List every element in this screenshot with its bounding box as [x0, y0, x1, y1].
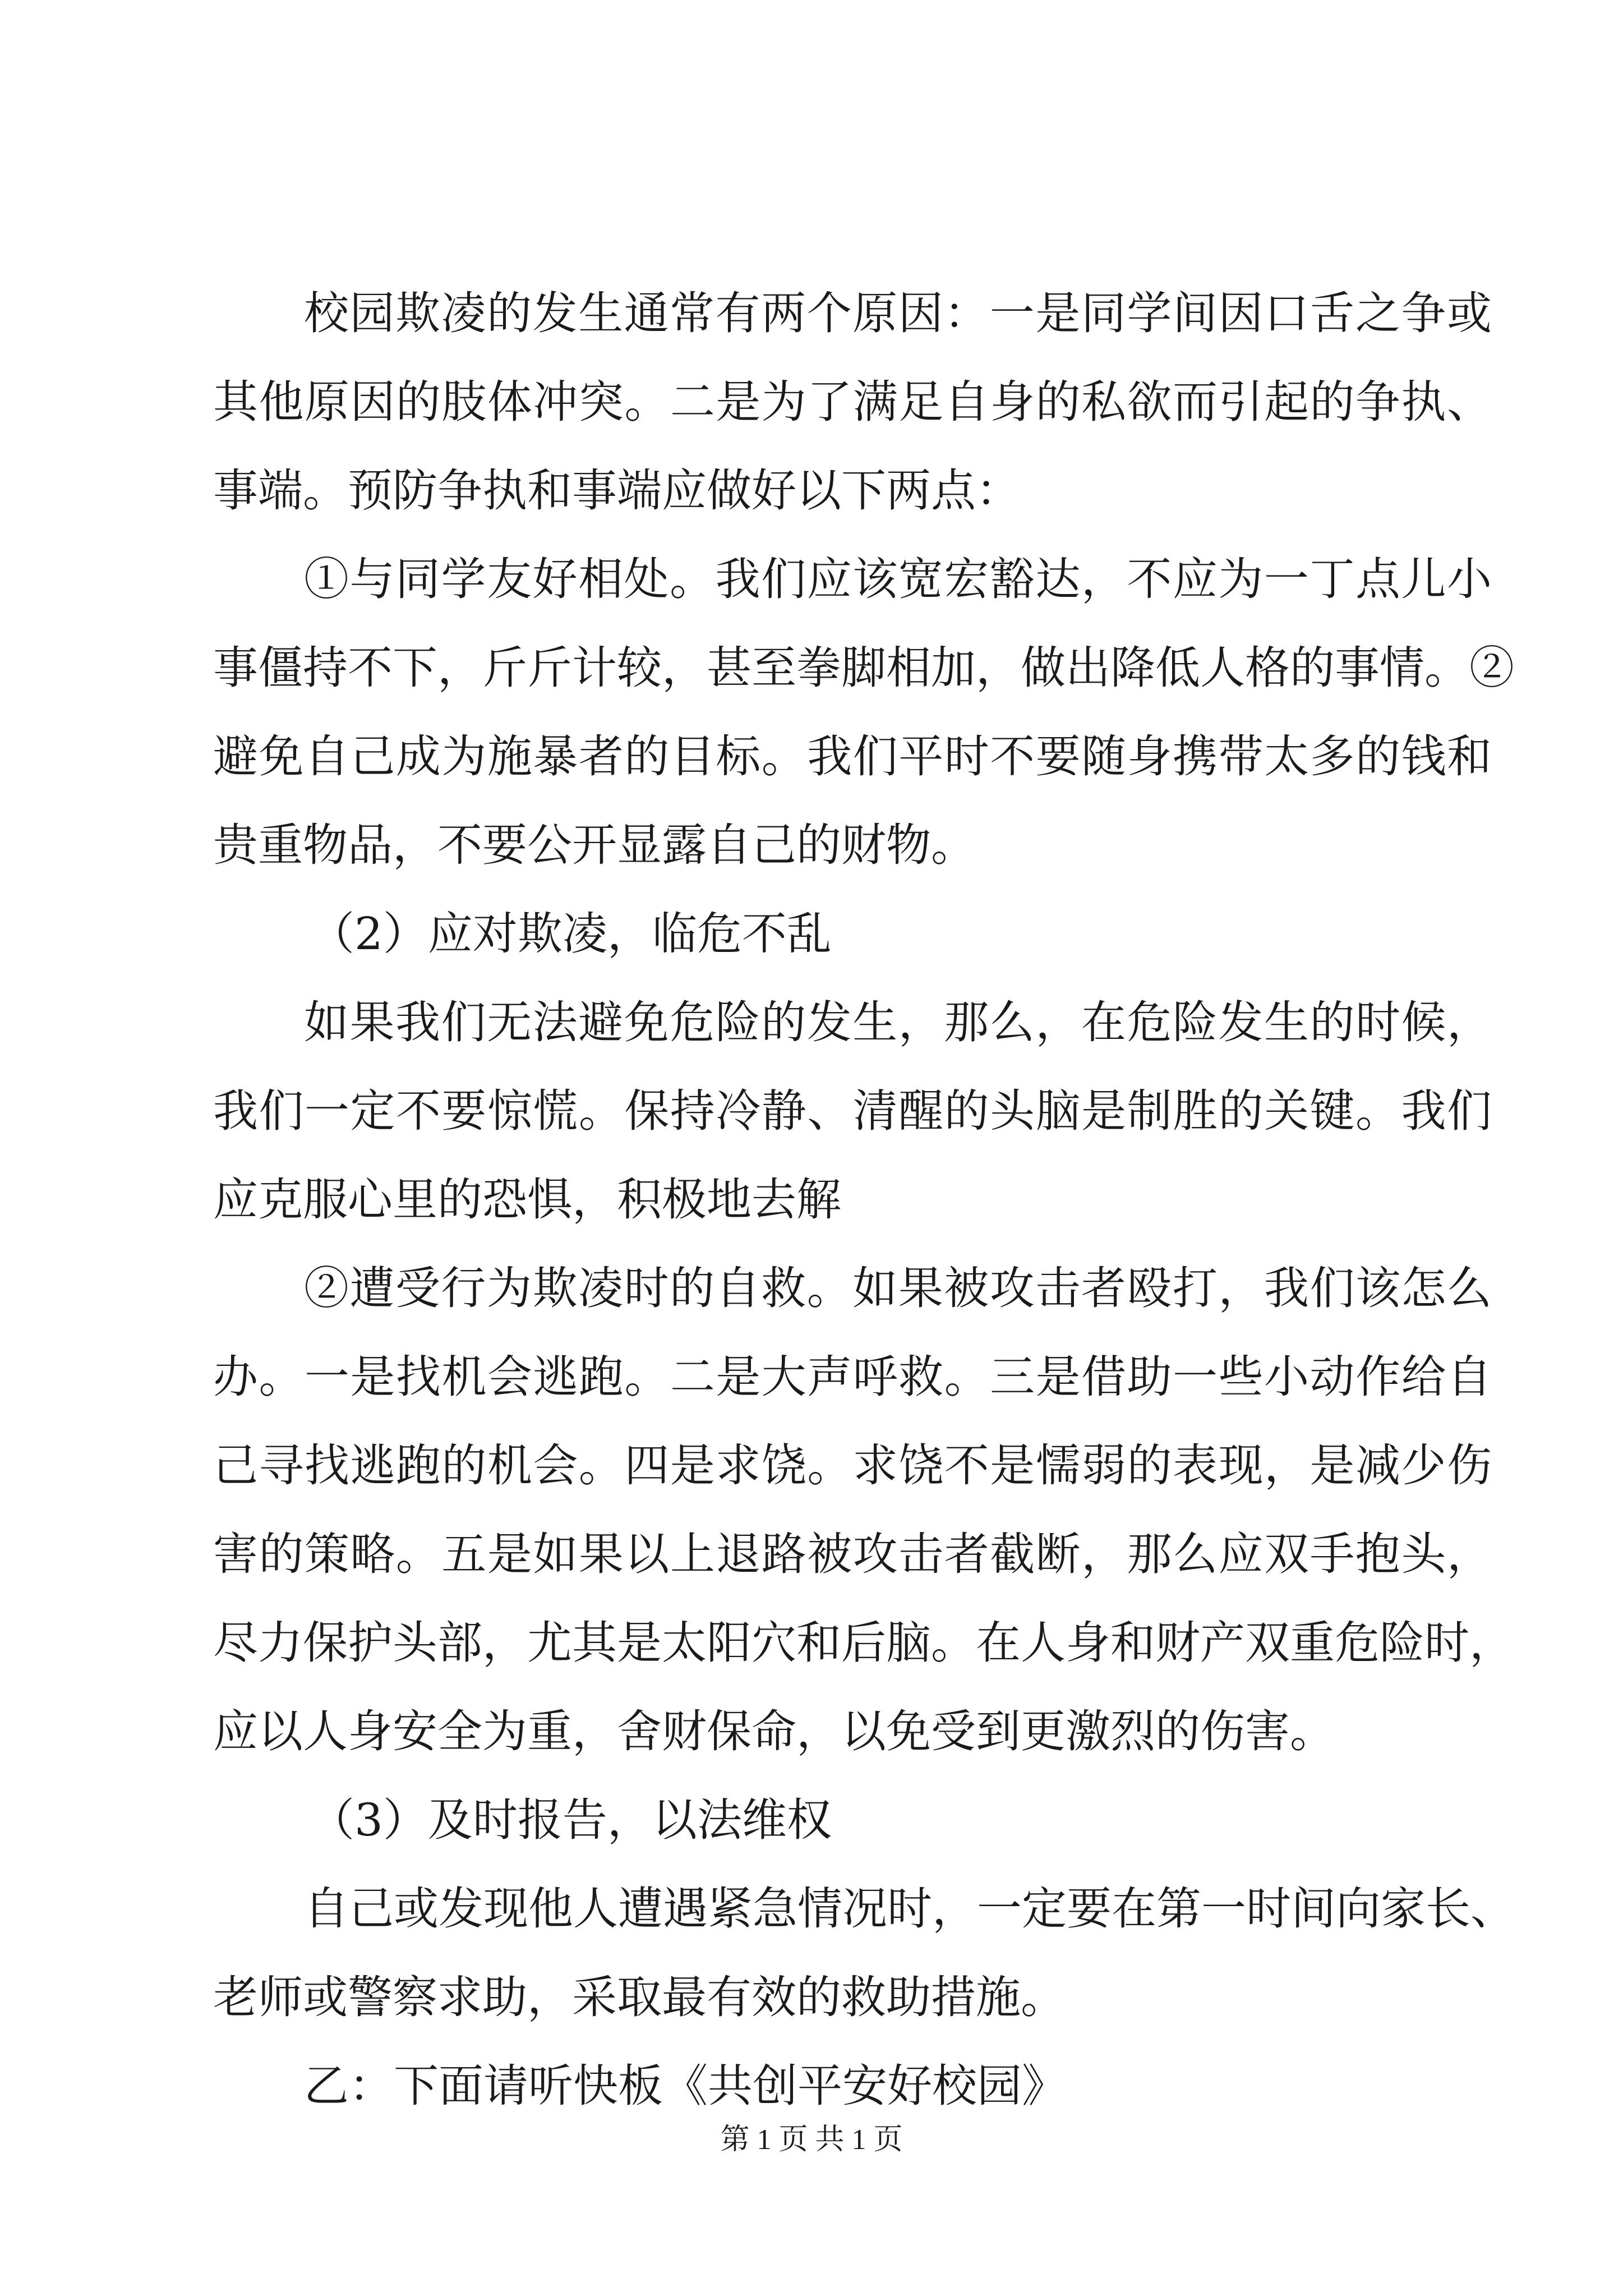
paragraph-line: 尽力保护头部，尤其是太阳穴和后脑。在人身和财产双重危险时，	[213, 1617, 1514, 1669]
page-footer: 第 1 页 共 1 页	[720, 2124, 903, 2156]
paragraph-line: 老师或警察求助，采取最有效的救助措施。	[213, 1971, 1066, 2023]
paragraph-line: 避免自己成为施暴者的目标。我们平时不要随身携带太多的钱和	[213, 730, 1492, 783]
paragraph-line: ①与同学友好相处。我们应该宽宏豁达，不应为一丁点儿小	[304, 553, 1492, 605]
paragraph-line: 事端。预防争执和事端应做好以下两点：	[213, 464, 1021, 517]
paragraph-line: 我们一定不要惊慌。保持冷静、清醒的头脑是制胜的关键。我们	[213, 1085, 1492, 1137]
paragraph-line: 贵重物品，不要公开显露自己的财物。	[213, 819, 976, 871]
paragraph-line: 害的策略。五是如果以上退路被攻击者截断，那么应双手抱头，	[213, 1528, 1492, 1580]
paragraph-line: 应以人身安全为重，舍财保命，以免受到更激烈的伤害。	[213, 1705, 1335, 1757]
paragraph-line: 其他原因的肢体冲突。二是为了满足自身的私欲而引起的争执、	[213, 376, 1492, 428]
paragraph-line: 应克服心里的恐惧，积极地去解	[213, 1174, 841, 1226]
paragraph-line: 己寻找逃跑的机会。四是求饶。求饶不是懦弱的表现，是减少伤	[213, 1439, 1492, 1492]
section-heading: （2）应对欺凌，临危不乱	[310, 908, 832, 960]
paragraph-line: 校园欺凌的发生通常有两个原因：一是同学间因口舌之争或	[304, 287, 1492, 339]
paragraph-line: 如果我们无法避免危险的发生，那么，在危险发生的时候，	[304, 996, 1492, 1048]
paragraph-line: 自己或发现他人遭遇紧急情况时，一定要在第一时间向家长、	[304, 1883, 1515, 1935]
document-body	[213, 269, 1515, 2131]
paragraph-line: 事僵持不下，斤斤计较，甚至拳脚相加，做出降低人格的事情。②	[213, 642, 1514, 694]
paragraph-line: ②遭受行为欺凌时的自救。如果被攻击者殴打，我们该怎么	[304, 1262, 1492, 1314]
paragraph-line: 办。一是找机会逃跑。二是大声呼救。三是借助一些小动作给自	[213, 1351, 1492, 1403]
paragraph-line: 乙：下面请听快板《共创平安好校园》	[304, 2060, 1067, 2112]
section-heading: （3）及时报告，以法维权	[310, 1794, 832, 1846]
